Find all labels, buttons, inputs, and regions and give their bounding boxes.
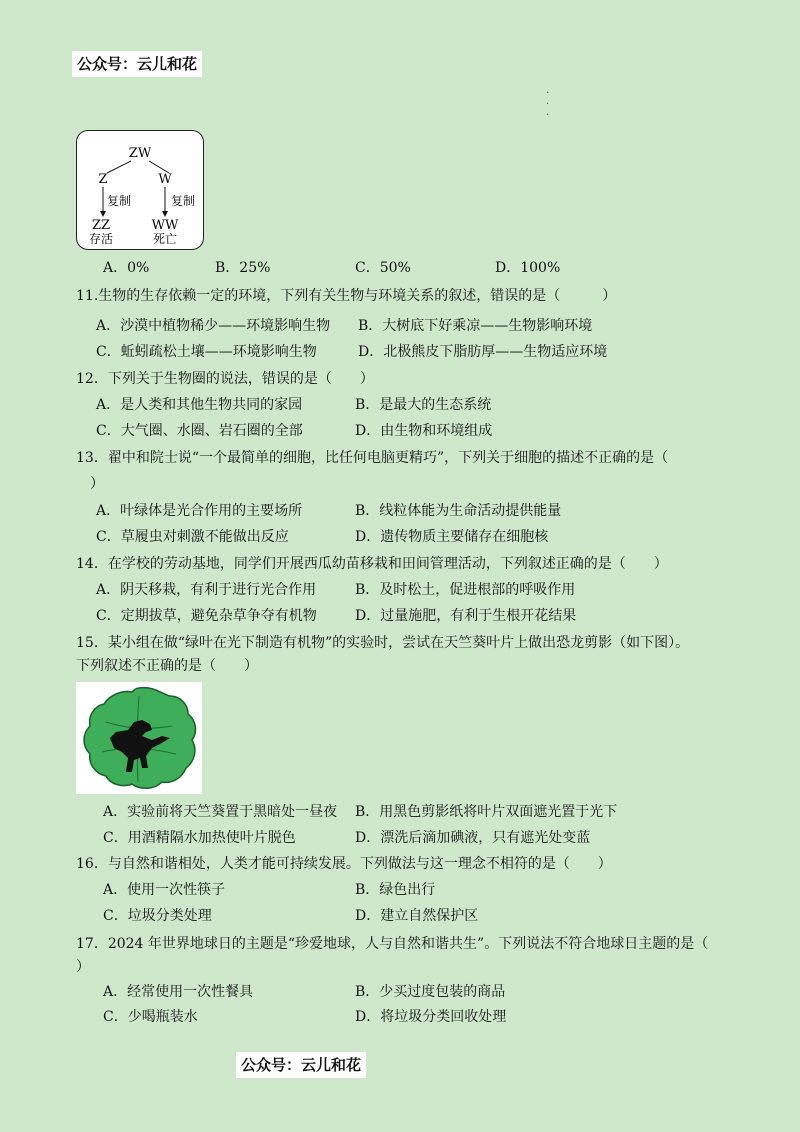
q17-option-b[interactable]: B．少买过度包装的商品: [355, 984, 506, 1000]
q11-stem: 11.生物的生存依赖一定的环境，下列有关生物与环境关系的叙述，错误的是（ ）: [76, 288, 617, 304]
q15-stem-line1: 15．某小组在做“绿叶在光下制造有机物”的实验时，尝试在天竺葵叶片上做出恐龙剪影（如下图）。: [76, 635, 690, 651]
q14-option-a[interactable]: A．阴天移栽，有利于进行光合作用: [96, 582, 317, 598]
q15-option-a[interactable]: A．实验前将天竺葵置于黑暗处一昼夜: [103, 804, 338, 820]
q16-option-b[interactable]: B．绿色出行: [355, 882, 436, 898]
q11-option-c[interactable]: C．蚯蚓疏松土壤——环境影响生物: [96, 344, 317, 360]
q13-option-b[interactable]: B．线粒体能为生命活动提供能量: [355, 503, 562, 519]
q12-option-d[interactable]: D．由生物和环境组成: [355, 423, 493, 439]
q13-option-c[interactable]: C．草履虫对刺激不能做出反应: [96, 529, 289, 545]
diagram-right-gamete: W: [158, 172, 172, 187]
leaf-dinosaur-image: [76, 682, 202, 794]
branch-left: [107, 161, 131, 173]
copy-label-right: 复制: [171, 194, 196, 208]
q12-option-a[interactable]: A．是人类和其他生物共同的家园: [96, 397, 303, 413]
diagram-right-result: WW: [151, 218, 179, 233]
arrow-left-head: [100, 211, 106, 217]
diagram-left-result: ZZ: [91, 218, 111, 233]
q16-option-c[interactable]: C．垃圾分类处理: [103, 908, 212, 924]
q15-option-c[interactable]: C．用酒精隔水加热使叶片脱色: [103, 830, 296, 846]
q11-option-a[interactable]: A．沙漠中植物稀少——环境影响生物: [96, 318, 331, 334]
q15-option-d[interactable]: D．漂洗后滴加碘液，只有遮光处变蓝: [355, 830, 591, 846]
copy-label-left: 复制: [107, 194, 132, 208]
q10-option-d[interactable]: D．100%: [495, 260, 561, 276]
q13-option-d[interactable]: D．遗传物质主要储存在细胞核: [355, 529, 549, 545]
diagram-right-status: 死亡: [152, 232, 178, 246]
leaf-svg: [76, 682, 202, 794]
q17-option-c[interactable]: C．少喝瓶装水: [103, 1009, 198, 1025]
q13-option-a[interactable]: A．叶绿体是光合作用的主要场所: [96, 503, 303, 519]
watermark-top: 公众号：云儿和花: [72, 51, 202, 77]
diagram-parent: ZW: [128, 146, 152, 161]
q15-stem-line2: 下列叙述不正确的是（ ）: [76, 658, 258, 674]
q14-option-c[interactable]: C．定期拔草，避免杂草争夺有机物: [96, 608, 317, 624]
q17-stem-line2: ）: [76, 959, 90, 975]
diagram-left-gamete: Z: [98, 172, 108, 187]
q15-option-b[interactable]: B．用黑色剪影纸将叶片双面遮光置于光下: [355, 804, 618, 820]
q17-option-d[interactable]: D．将垃圾分类回收处理: [355, 1009, 507, 1025]
scan-dots: · · ·: [546, 88, 550, 121]
q14-stem: 14．在学校的劳动基地，同学们开展西瓜幼苗移栽和田间管理活动，下列叙述正确的是（ ）: [76, 556, 668, 572]
q10-option-c[interactable]: C．50%: [355, 260, 411, 276]
q16-option-d[interactable]: D．建立自然保护区: [355, 908, 479, 924]
q10-option-b[interactable]: B．25%: [215, 260, 271, 276]
inheritance-diagram-svg: [77, 131, 203, 249]
q16-option-a[interactable]: A．使用一次性筷子: [103, 882, 226, 898]
watermark-bottom: 公众号：云儿和花: [236, 1052, 366, 1078]
arrow-right-head: [162, 211, 168, 217]
q11-option-b[interactable]: B．大树底下好乘凉——生物影响环境: [358, 318, 593, 334]
q13-stem-line2: ）: [90, 476, 104, 492]
q17-stem-line1: 17．2024 年世界地球日的主题是“珍爱地球，人与自然和谐共生”。下列说法不符合地球日主题的是（: [76, 936, 709, 952]
q12-option-c[interactable]: C．大气圈、水圈、岩石圈的全部: [96, 423, 303, 439]
q12-option-b[interactable]: B．是最大的生态系统: [355, 397, 492, 413]
q10-option-a[interactable]: A．0%: [103, 260, 150, 276]
q17-option-a[interactable]: A．经常使用一次性餐具: [103, 984, 254, 1000]
q11-option-d[interactable]: D．北极熊皮下脂肪厚——生物适应环境: [358, 344, 608, 360]
diagram-left-status: 存活: [88, 232, 114, 246]
q14-option-b[interactable]: B．及时松土，促进根部的呼吸作用: [355, 582, 576, 598]
q13-stem-line1: 13．翟中和院士说“一个最简单的细胞，比任何电脑更精巧”，下列关于细胞的描述不正确的是（: [76, 450, 669, 466]
inheritance-diagram: [76, 130, 204, 250]
q12-stem: 12．下列关于生物圈的说法，错误的是（ ）: [76, 371, 374, 387]
q14-option-d[interactable]: D．过量施肥，有利于生根开花结果: [355, 608, 577, 624]
q16-stem: 16．与自然和谐相处，人类才能可持续发展。下列做法与这一理念不相符的是（ ）: [76, 856, 612, 872]
